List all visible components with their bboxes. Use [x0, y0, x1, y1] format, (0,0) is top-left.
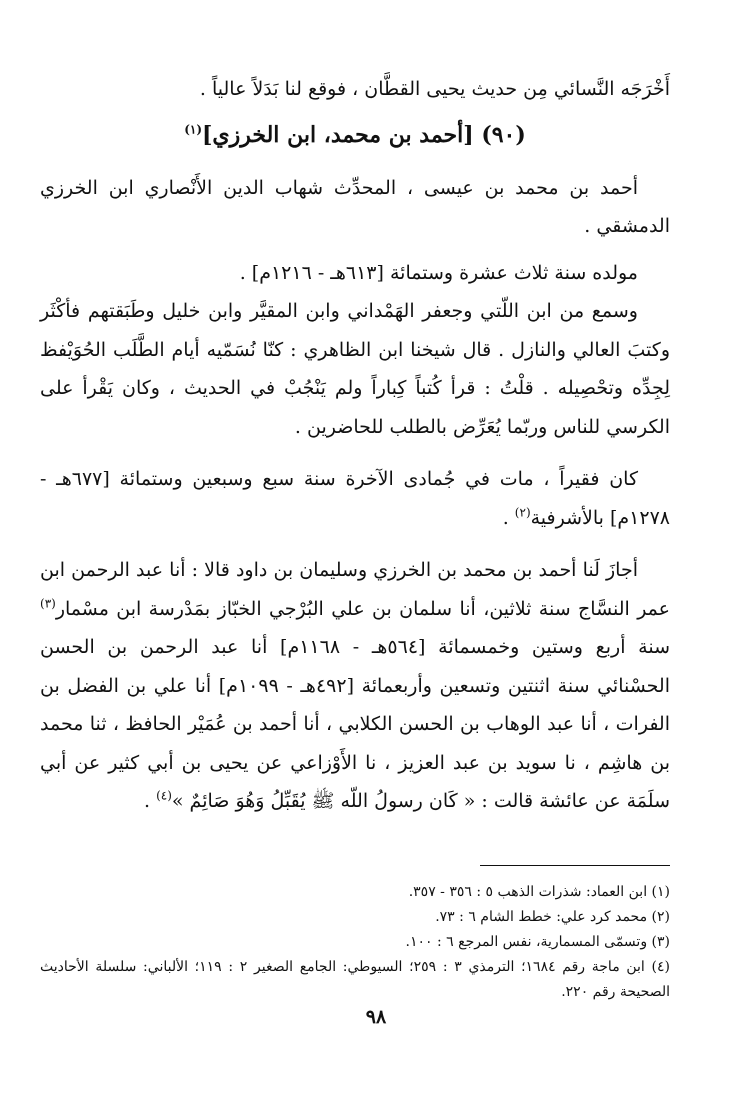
hadith-end: .	[143, 790, 151, 812]
footnotes	[40, 880, 670, 1005]
footnote-4: (٤) ابن ماجة رقم ١٦٨٤؛ الترمذي ٣ : ٢٥٩؛ السيوطي: الجامع الصغير ٢ : ١١٩؛ الألباني: سلسلة الأحاديث الصحيحة رقم ٢٢٠.	[40, 958, 670, 1000]
hadith-text-a: أجازَ لَنا أحمد بن محمد بن الخرزي وسليمان بن داود قالا : أنا عبد الرحمن ابن عمر النسَّاج سنة ثلاثين، أنا سلمان بن علي البُرْجي الخبّاز بمَدْرسة ابن مسْمار	[40, 559, 670, 620]
footnote-ref-3: (٣)	[40, 596, 56, 611]
death-text: كان فقيراً ، مات في جُمادى الآخرة سنة سبع وسبعين وستمائة [٦٧٧هـ - ١٢٧٨م] بالأشرفية	[40, 468, 670, 529]
footnote-divider	[480, 865, 670, 866]
intro-paragraph: أَخْرَجَه النَّسائي مِن حديث يحيى القطَّان ، فوقع لنا بَدَلاً عالياً .	[199, 78, 670, 100]
birth-paragraph: مولده سنة ثلاث عشرة وستمائة [٦١٣هـ - ١٢١٦م] .	[239, 261, 638, 284]
death-end: .	[502, 506, 509, 529]
footnote-2: (٢) محمد كرد علي: خطط الشام ٦ : ٧٣.	[435, 908, 670, 925]
biography-paragraph-1: أحمد بن محمد بن عيسى ، المحدِّث شهاب الدين الأَنْصاري ابن الخرزي الدمشقي .	[40, 176, 670, 237]
main-text	[40, 70, 670, 821]
footnote-1: (١) ابن العماد: شذرات الذهب ٥ : ٣٥٦ - ٣٥٧.	[408, 883, 670, 900]
death-paragraph	[40, 460, 670, 537]
hadith-paragraph	[40, 551, 670, 821]
study-paragraph: وسمع من ابن اللّتي وجعفر الهَمْداني وابن المقيَّر وابن خليل وطَبَقتهم فأكْثَر وكتبَ العالي والنازل . قال شيخنا ابن الظاهري : كنّا نُسَمّيه أيام الطَّلَب الحُوَيْفظ لِجِدِّه وتحْصِيله . قلْتُ : قرأ كُتباً كِباراً ولم يَنْجُبْ في الحديث ، وكان يَقْرأ على الكرسي للناس وربّما يُعَرِّض بالطلب للحاضرين .	[40, 300, 670, 438]
footnote-ref-4: (٤)	[156, 788, 172, 803]
footnote-ref-1: (١)	[184, 122, 203, 137]
page-number: ٩٨	[365, 1006, 387, 1028]
entry-heading	[40, 115, 670, 155]
footnote-3: (٣) وتسمّى المسمارية، نفس المرجع ٦ : ١٠٠.	[405, 933, 670, 950]
footnote-ref-2: (٢)	[514, 505, 531, 520]
hadith-text-b: سنة أربع وستين وخمسمائة [٥٦٤هـ - ١١٦٨م] أنا عبد الرحمن بن الحسن الحسْنائي سنة اثنتين وتسعين وأربعمائة [٤٩٢هـ - ١٠٩٩م] أنا علي بن الفضل بن الفرات ، أنا عبد الوهاب بن الحسن الكلابي ، أنا أحمد بن عُمَيْر الحافظ ، ثنا محمد بن هاشِم ، نا سويد بن عبد العزيز ، نا الأَوْزاعي عن يحيى بن أبي كثير عن أبي سلَمَة عن عائشة قالت : « كَان رسولُ اللّه ﷺ يُقَبِّلُ وَهُوَ صَائِمٌ »	[40, 636, 670, 812]
entry-heading-text: (٩٠) [أحمد بن محمد، ابن الخرزي]	[202, 121, 526, 148]
